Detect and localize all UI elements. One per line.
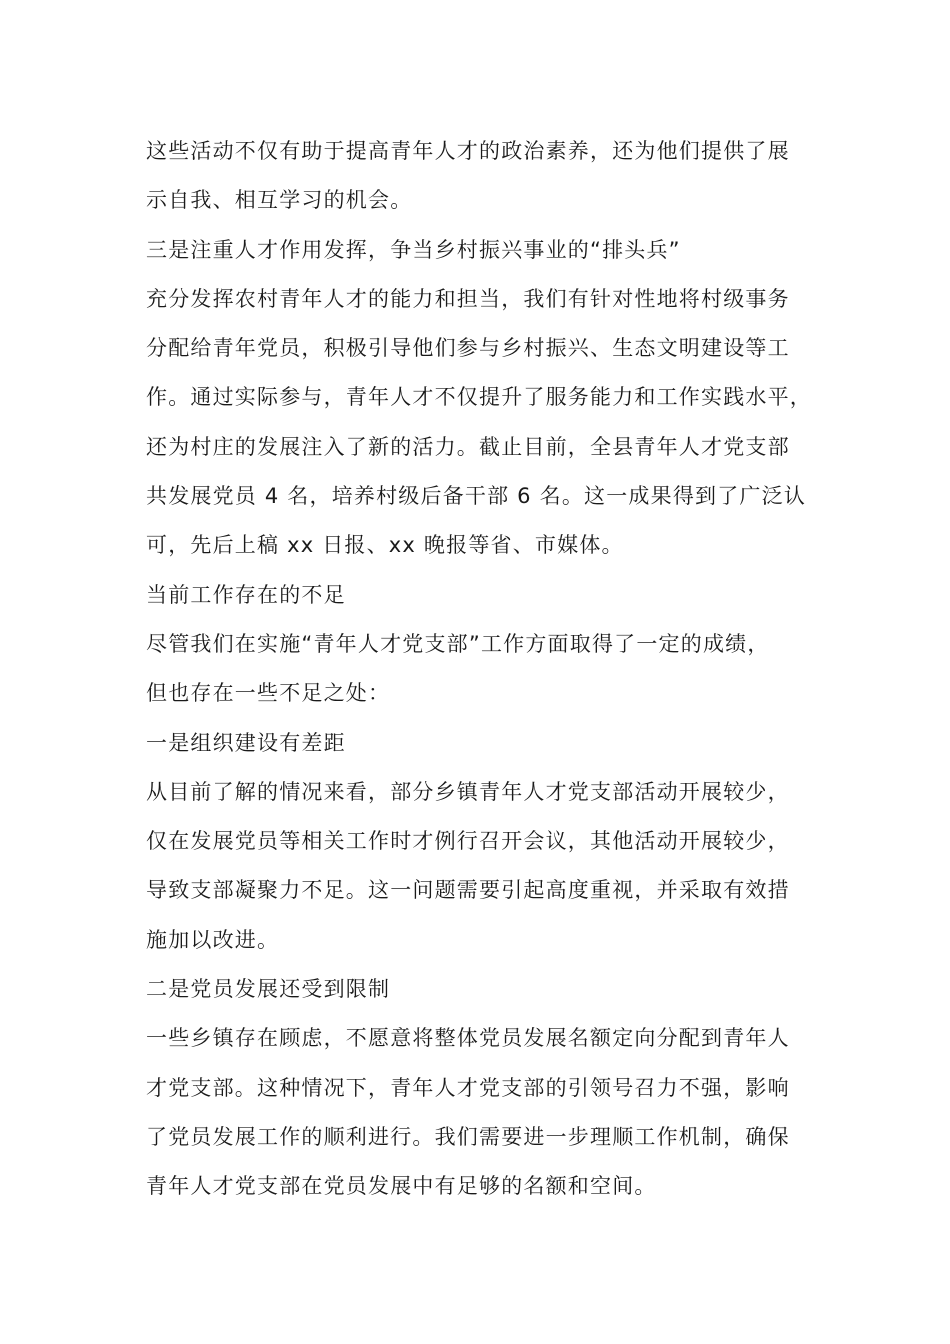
section-heading: 一是组织建设有差距 <box>146 730 346 755</box>
text-line: 这些活动不仅有助于提高青年人才的政治素养，还为他们提供了展 <box>146 139 790 163</box>
text-line: 示自我、相互学习的机会。 <box>146 188 413 213</box>
section-heading: 三是注重人才作用发挥，争当乡村振兴事业的“排头兵” <box>146 237 681 262</box>
text-line: 尽管我们在实施“青年人才党支部”工作方面取得了一定的成绩， <box>146 631 770 656</box>
text-line: 但也存在一些不足之处： <box>146 681 391 706</box>
section-heading: 当前工作存在的不足 <box>146 582 346 607</box>
text-line: 可，先后上稿 xx 日报、xx 晚报等省、市媒体。 <box>146 533 624 558</box>
text-line: 一些乡镇存在顾虑，不愿意将整体党员发展名额定向分配到青年人 <box>146 1026 790 1051</box>
text-line: 作。通过实际参与，青年人才不仅提升了服务能力和工作实践水平， <box>146 385 812 410</box>
text-line: 分配给青年党员，积极引导他们参与乡村振兴、生态文明建设等工 <box>146 336 790 361</box>
text-line: 施加以改进。 <box>146 927 280 952</box>
text-line: 青年人才党支部在党员发展中有足够的名额和空间。 <box>146 1174 657 1199</box>
text-line: 才党支部。这种情况下，青年人才党支部的引领号召力不强，影响 <box>146 1075 790 1100</box>
text-line: 仅在发展党员等相关工作时才例行召开会议，其他活动开展较少， <box>146 829 790 854</box>
document-body <box>146 127 816 1212</box>
text-line: 还为村庄的发展注入了新的活力。截止目前，全县青年人才党支部 <box>146 434 790 459</box>
text-line: 导致支部凝聚力不足。这一问题需要引起高度重视，并采取有效措 <box>146 878 790 903</box>
text-line: 充分发挥农村青年人才的能力和担当，我们有针对性地将村级事务 <box>146 286 790 311</box>
text-line: 从目前了解的情况来看，部分乡镇青年人才党支部活动开展较少， <box>146 779 790 804</box>
text-line: 了党员发展工作的顺利进行。我们需要进一步理顺工作机制，确保 <box>146 1124 790 1149</box>
section-heading: 二是党员发展还受到限制 <box>146 977 391 1002</box>
text-line: 共发展党员 4 名，培养村级后备干部 6 名。这一成果得到了广泛认 <box>146 484 807 509</box>
